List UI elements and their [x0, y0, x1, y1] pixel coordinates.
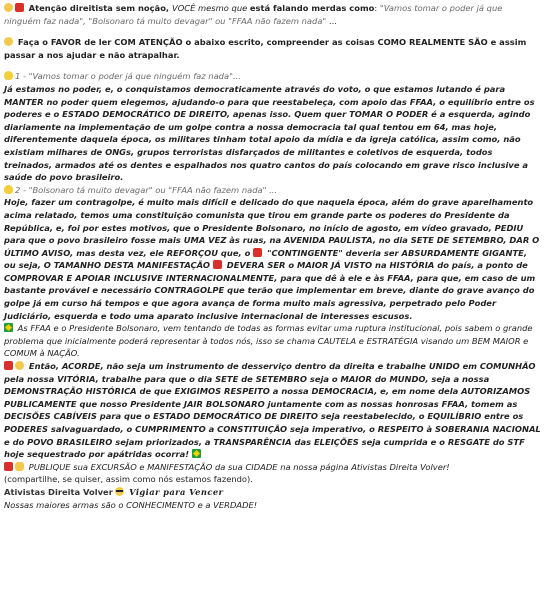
call-to-action-text: Então, ACORDE, não seja um instrumento de desserviço dentro da direita e trabalhe UNIDO em COMUNHÃO pela nossa VITÓRIA, trabalhe para que o dia SETE de SETEMBRO seja o MAIOR do MUNDO, seja a nossa DEMONSTRAÇÃO HISTÓRICA de que EXIGIMOS RESPEITO a nossa DEMOCRACIA, e, em nome dela AUTORIZAMOS PUBLICAMENTE que nosso Presidente JAIR BOLSONARO juntamente com as nossas honrosas FFAA, tomem as DECISÕES CABÍVEIS para que o ESTADO DEMOCRÁTICO DE DIREITO seja reestabelecido, o EQUILÍBRIO entre os PODERES salvaguardado, o CUMPRIMENTO a CONSTITUIÇÃO seja imperativo, o RESPEITO à SOBERANIA NACIONAL e do POVO BRASILEIRO sejam priorizados, a TRANSPARÊNCIA das ELEIÇÕES seja cumprida e o RESGATE do STF hoje sequestrado por apátridas ocorra!	[4, 361, 541, 460]
call-to-action-paragraph	[4, 360, 541, 461]
light-bulb-icon	[4, 185, 13, 194]
sunglasses-icon	[115, 487, 124, 496]
red-alert-icon	[4, 361, 13, 370]
red-alert-icon	[4, 462, 13, 471]
ffaa-paragraph	[4, 322, 541, 360]
pointing-hand-icon	[15, 462, 24, 471]
ffaa-text: As FFAA e o Presidente Bolsonaro, vem tentando de todas as formas evitar uma ruptura institucional, pois sabem o grande problema que inicialmente poderá representar à todos nós, isso se chama CAUTELA e ESTRATÉGIA visando um BEM MAIOR e COMUM à NAÇÃO.	[4, 323, 533, 359]
publish-text: PUBLIQUE sua EXCURSÃO e MANIFESTAÇÃO da sua CIDADE na nossa página Ativistas Direita Volver!	[28, 461, 450, 472]
brazil-flag-icon	[4, 323, 13, 332]
signature-name: Ativistas Direita Volver	[4, 486, 113, 497]
praying-hands-icon	[4, 37, 13, 46]
praying-hands-icon	[15, 361, 24, 370]
request-paragraph	[4, 36, 541, 61]
section-1-quote: "Vamos tomar o poder já que ninguém faz nada"	[28, 71, 233, 82]
section-2-body: Hoje, fazer um contragolpe, é muito mais difícil e delicado do que naquela época, além do grave aparelhamento acima relatado, temos uma constituição comunista que tirou em grande parte os poderes do Presidente da República, e, foi por estes motivos, que o Presidente Bolsonaro, no início de agosto, em vídeo gravado, PEDIU para que o povo brasileiro fosse mais UMA VEZ às ruas, na AVENIDA PAULISTA, no dia SETE DE SETEMBRO, DAR O ÚLTIMO AVISO, mas desta vez, ele REFORÇOU que, o "CONTINGENTE" deveria ser ABSURDAMENTE GIGANTE, ou seja, O TAMANHO DESTA MANIFESTAÇÃO DEVERA SER o MAIOR JÁ VISTO na HISTÓRIA do país, a ponto de COMPROVAR E APOIAR INCLUSIVE INTERNACIONALMENTE, para que dê à ele e às FFAA, para que, em caso de um bastante provável e necessário CONTRAGOLPE que terão que implementar em breve, diante do grave avanço do golpe já em curso há tempos e que agora avança de forma muito mais agressiva, perpetrado pelo Poder Judiciário, esquerda e todo uma aparato inclusive internacional de interesses escusos.	[4, 197, 540, 321]
share-note: (compartilhe, se quiser, assim como nós estamos fazendo).	[4, 474, 253, 485]
footer-motto: Nossas maiores armas são o CONHECIMENTO e a VERDADE!	[4, 499, 258, 510]
red-alert-icon	[213, 260, 222, 269]
section-2-heading: 2 - "Bolsonaro tá muito devagar" ou "FFAA não fazem nada" ...	[4, 184, 541, 197]
signature-slogan: Vigiar para Vencer	[129, 486, 224, 497]
intro-quotes: "Vamos tomar o poder já que ninguém faz nada", "Bolsonaro tá muito devagar" ou "FFAA não fazem nada"	[4, 3, 503, 26]
intro-lead: Atenção direitista sem noção,	[28, 3, 172, 13]
publish-paragraph	[4, 461, 541, 474]
red-alert-icon	[15, 3, 24, 12]
section-1-heading: 1 - "Vamos tomar o poder já que ninguém faz nada"...	[4, 70, 541, 83]
signature	[4, 486, 541, 499]
request-text: Faça o FAVOR de ler COM ATENÇÃO o abaixo escrito, compreender as coisas COMO REALMENTE SÃO e assim passar a nos ajudar e não atrapalhar.	[4, 37, 527, 60]
red-alert-icon	[253, 248, 262, 257]
intro-paragraph: Atenção direitista sem noção, VOCÊ mesmo que está falando merdas como: "Vamos tomar o poder já que ninguém faz nada", "Bolsonaro tá muito devagar" ou "FFAA não fazem nada" ...	[4, 3, 503, 26]
brazil-flag-icon	[192, 449, 201, 458]
light-bulb-icon	[4, 71, 13, 80]
praying-hands-icon	[4, 3, 13, 12]
section-1-body: Já estamos no poder, e, o conquistamos democraticamente através do voto, o que estamos lutando é para MANTER no poder quem elegemos, ajudando-o para que reestabeleça, com apoio das FFAA, o equilíbrio entre os poderes e o ESTADO DEMOCRÁTICO DE DIREITO, apenas isso. Quem quer TOMAR O PODER é a esquerda, agindo diariamente na implementação de um golpe contra a nossa democracia tal qual tentou em 64, mas hoje, diferentemente daquela época, os militares tinham total apoio da mídia e da igreja católica, assim como, não existiam milhares de ONGs, grupos terroristas disfarçados de militantes e coletivos de esquerda, todos treinados, armados até os dentes e espalhados nos quatro cantos do país colocando em grave risco inclusive a saúde do povo brasileiro.	[4, 83, 535, 183]
section-2-quote: "Bolsonaro tá muito devagar" ou "FFAA não fazem nada"	[28, 184, 267, 195]
intro-saying: está falando merdas como	[249, 3, 375, 13]
intro-you: VOCÊ mesmo que	[172, 3, 250, 13]
